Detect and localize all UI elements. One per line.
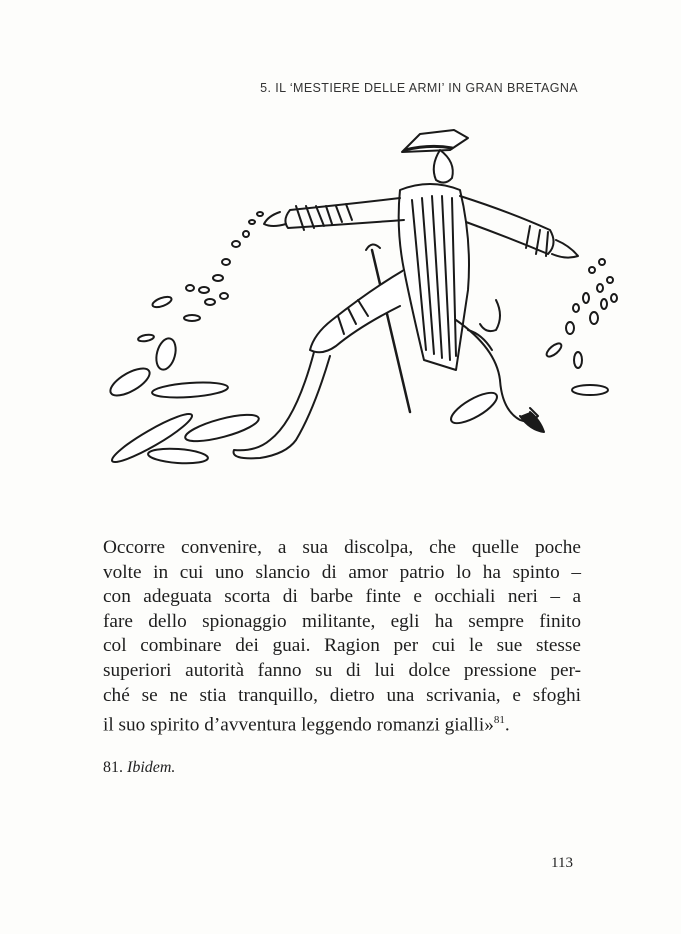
body-paragraph — [103, 536, 581, 738]
text-line: con adeguata scorta di barbe finte e occhiali neri – a — [103, 586, 581, 608]
text-line-content: il suo spirito d’avventura leggendo romanzi gialli» — [103, 714, 494, 736]
text-line: Occorre convenire, a sua discolpa, che quelle poche — [103, 537, 581, 558]
footnote-number: 81. — [103, 759, 123, 776]
text-line: ché se ne stia tranquillo, dietro una scrivania, e sfoghi — [103, 684, 581, 706]
footnote-text: Ibidem. — [127, 759, 176, 776]
text-line-last: il suo spirito d’avventura leggendo romanzi gialli»$^{81}$. — [103, 714, 510, 736]
running-head: 5. IL ‘MESTIERE DELLE ARMI’ IN GRAN BRETAGNA — [260, 81, 578, 95]
footnote — [103, 759, 175, 777]
text-line: fare dello spionaggio militante, egli ha sempre finito — [103, 610, 581, 632]
text-line: col combinare dei guai. Ragion per cui le sue stesse — [103, 635, 581, 657]
coin-thrower-illustration — [100, 120, 640, 480]
page-number: 113 — [551, 855, 573, 871]
text-line: volte in cui uno slancio di amor patrio lo ha spinto – — [103, 561, 581, 583]
text-line: superiori autorità fanno su di lui dolce pressione per- — [103, 659, 581, 681]
footnote-reference[interactable]: 81 — [493, 714, 505, 727]
